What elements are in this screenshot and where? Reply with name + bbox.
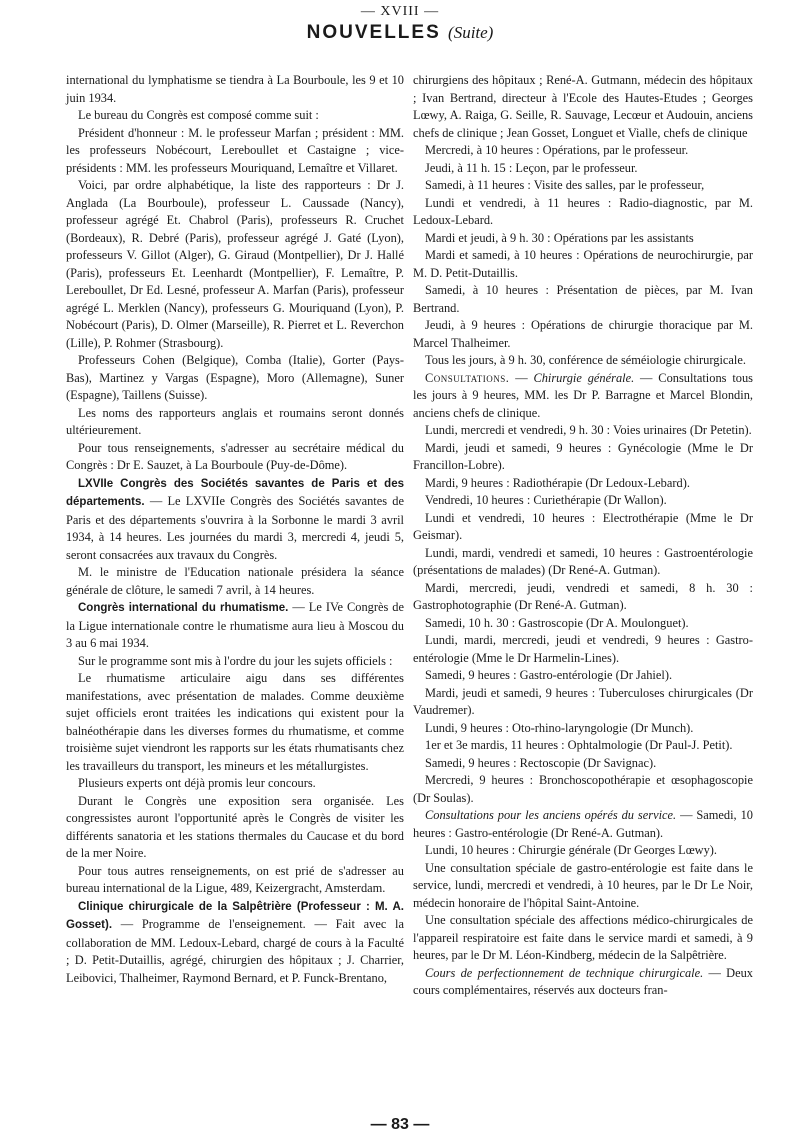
paragraph-text: Samedi, 9 heures : Gastro-entérologie (Dr Jahiel). xyxy=(425,668,673,682)
paragraph-text: — Le IVe Congrès de la Ligue internationale contre le rhumatisme aura lieu à Moscou du 3 au 6 mai 1934. xyxy=(66,600,405,650)
paragraph-text: Samedi, 9 heures : Rectoscopie (Dr Savignac). xyxy=(425,755,657,770)
paragraph-text: Vendredi, 10 heures : Curiethérapie (Dr Wallon). xyxy=(425,493,667,507)
paragraph-heading: Clinique chirurgicale de la Salpêtrière (Professeur : M. A. Gosset). xyxy=(66,900,404,931)
paragraph xyxy=(413,965,753,1000)
paragraph xyxy=(66,775,404,793)
paragraph-text: Professeurs Cohen (Belgique), Comba (Italie), Gorter (Pays-Bas), Martinez y Vargas (Espagne), Moro (Allemagne), Suner (Espagne), Taillens (Suisse). xyxy=(66,353,404,402)
paragraph xyxy=(413,545,753,580)
paragraph-text: Lundi, mardi, vendredi et samedi, 10 heures : Gastroentérologie (présentations de malades) (Dr René-A. Gutman). xyxy=(413,545,753,577)
paragraph-text: Lundi, 10 heures : Chirurgie générale (Dr Georges Lœwy). xyxy=(425,843,718,857)
paragraph-italic-heading: Cours de perfectionnement de technique chirurgicale. xyxy=(425,965,704,980)
paragraph-text: Lundi et vendredi, 10 heures : Electrothérapie (Mme le Dr Geismar). xyxy=(413,510,753,542)
page-header xyxy=(0,4,800,44)
paragraph-text: Jeudi, à 9 heures : Opérations de chirurgie thoracique par M. Marcel Thalheimer. xyxy=(413,318,753,350)
paragraph-text: Lundi et vendredi, à 11 heures : Radio-diagnostic, par M. Ledoux-Lebard. xyxy=(413,195,753,227)
section-title-main: NOUVELLES xyxy=(306,22,441,43)
paragraph xyxy=(413,685,753,720)
paragraph-text: Mardi, jeudi et samedi, 9 heures : Gynécologie (Mme le Dr Francillon-Lobre). xyxy=(413,440,753,472)
paragraph-text: Président d'honneur : M. le professeur Marfan ; président : MM. les professeurs Nobécourt, Lereboullet et Castaigne ; vice-présidents : MM. les professeurs Mouriquand, Lemaître et Villaret. xyxy=(66,125,404,175)
paragraph xyxy=(66,898,404,988)
paragraph xyxy=(413,492,753,510)
paragraph-text: 1er et 3e mardis, 11 heures : Ophtalmologie (Dr Paul-J. Petit). xyxy=(425,738,733,752)
paragraph-text: Samedi, 10 h. 30 : Gastroscopie (Dr A. Moulonguet). xyxy=(425,615,689,630)
paragraph-text: Samedi, à 11 heures : Visite des salles, par le professeur, xyxy=(425,178,705,192)
section-title xyxy=(0,22,800,44)
paragraph xyxy=(413,475,753,493)
paragraph-text: Lundi, mardi, mercredi, jeudi et vendredi, 9 heures : Gastro-entérologie (Mme le Dr Harmelin-Lines). xyxy=(413,633,753,665)
right-column xyxy=(413,72,753,1000)
paragraph xyxy=(413,160,753,178)
paragraph xyxy=(413,440,753,475)
paragraph-text: Mardi et jeudi, à 9 h. 30 : Opérations par les assistants xyxy=(425,230,694,245)
paragraph-text: Pour tous autres renseignements, on est prié de s'adresser au bureau international de la Ligue, 489, Keizergracht, Amsterdam. xyxy=(66,863,404,895)
section-title-suite: (Suite) xyxy=(448,23,494,42)
paragraph: Consultations. — Chirurgie générale. — Consultations tous les jours à 9 heures, MM. les Dr P. Barragne et Marcel Blondin, anciens chefs de clinique. xyxy=(413,370,753,420)
paragraph-heading: Congrès international du rhumatisme. xyxy=(78,602,289,614)
paragraph-text: chirurgiens des hôpitaux ; René-A. Gutmann, médecin des hôpitaux ; Ivan Bertrand, directeur à l'Ecole des Hautes-Etudes ; Georges Lœwy, A. Raiga, G. Seille, R. Sauvage, Lecœur et Audouin, anciens chefs de clinique ; Jean Gosset, Longuet et Vialle, chefs de clinique xyxy=(413,73,753,140)
paragraph xyxy=(413,72,753,142)
paragraph xyxy=(413,230,753,248)
paragraph xyxy=(66,72,404,107)
paragraph-text: — Programme de l'enseignement. — Fait avec la collaboration de MM. Ledoux-Lebard, chargé de cours à la Faculté ; D. Petit-Dutaillis, agrégé, chirurgien des hôpitaux ; J. Charrier, Leibovici, Thalheimer, Raymond Bernard, et P. Funck-Brentano, xyxy=(66,917,404,985)
page-number: — 83 — xyxy=(370,1116,430,1133)
paragraph-text: Mardi, jeudi et samedi, 9 heures : Tuberculoses chirurgicales (Dr Vaudremer). xyxy=(413,685,753,717)
paragraph-text: international du lymphatisme se tiendra à La Bourboule, les 9 et 10 juin 1934. xyxy=(66,73,404,105)
paragraph xyxy=(66,793,404,863)
paragraph xyxy=(413,842,753,860)
paragraph-text: Lundi, mercredi et vendredi, 9 h. 30 : Voies urinaires (Dr Petetin). xyxy=(425,423,752,437)
paragraph-text: Lundi, 9 heures : Oto-rhino-laryngologie (Dr Munch). xyxy=(425,720,694,735)
paragraph-text: Durant le Congrès une exposition sera organisée. Les congressistes auront l'opportunité après le Congrès de visiter les différents sanatoria et les stations thermales du Caucase et du bord de la mer Noire. xyxy=(66,793,404,860)
paragraph xyxy=(413,807,753,842)
paragraph-text: Jeudi, à 11 h. 15 : Leçon, par le professeur. xyxy=(425,160,638,175)
paragraph xyxy=(413,737,753,755)
paragraph xyxy=(413,195,753,230)
paragraph-text: — Samedi, 10 heures : Gastro-entérologie (Dr René-A. Gutman). xyxy=(413,808,753,840)
paragraph-text: Mardi, 9 heures : Radiothérapie (Dr Ledoux-Lebard). xyxy=(425,475,690,490)
paragraph xyxy=(66,125,404,178)
paragraph-text: Voici, par ordre alphabétique, la liste des rapporteurs : Dr J. Anglada (La Bourboule), professeur L. Caussade (Nancy), professeur agrégé Et. Chabrol (Paris), professeurs R. Cruchet (Bordeaux), R. Debré (Paris), professeur agrégé J. Gaté (Lyon), professeurs V. Gillot (Alger), G. Giraud (Montpellier), Dr J. Hallé (Paris), professeurs Et. Leenhardt (Montpellier), F. Lemaître, P. Lereboullet, Dr Ed. Lesné, professeur A. Marfan (Paris), professeur agrégé L. Merklen (Nancy), professeurs G. Mouriquand (Lyon), P. Nobécourt (Paris), D. Olmer (Marseille), R. Pierret et L. Reverchon (Lille), P. Rohmer (Strasbourg). xyxy=(66,178,404,350)
paragraph xyxy=(413,282,753,317)
paragraph xyxy=(413,510,753,545)
paragraph-text: Le bureau du Congrès est composé comme suit : xyxy=(78,108,319,122)
paragraph xyxy=(413,632,753,667)
paragraph xyxy=(66,863,404,898)
paragraph-heading: LXVIIe Congrès des Sociétés savantes de Paris et des départements. xyxy=(66,477,404,508)
paragraph-text: — Deux cours complémentaires, réservés aux docteurs fran- xyxy=(413,965,753,997)
paragraph xyxy=(66,475,404,565)
paragraph-text: M. le ministre de l'Education nationale présidera la séance générale de clôture, le samedi 7 avril, à 14 heures. xyxy=(66,565,404,597)
paragraph xyxy=(413,247,753,282)
paragraph-text: Pour tous renseignements, s'adresser au secrétaire médical du Congrès : Dr E. Sauzet, à La Bourboule (Puy-de-Dôme). xyxy=(66,440,404,472)
paragraph-text: Mardi et samedi, à 10 heures : Opérations de neurochirurgie, par M. D. Petit-Dutaillis. xyxy=(413,248,753,280)
paragraph xyxy=(413,755,753,773)
left-column xyxy=(66,72,404,987)
paragraph xyxy=(413,352,753,370)
paragraph xyxy=(66,599,404,653)
paragraph xyxy=(66,177,404,352)
paragraph xyxy=(413,615,753,633)
paragraph-text: Sur le programme sont mis à l'ordre du jour les sujets officiels : xyxy=(78,653,393,668)
paragraph-italic-heading: Consultations pour les anciens opérés du service. xyxy=(425,808,677,822)
paragraph-text: Mercredi, 9 heures : Bronchoscopothérapie et œsophagoscopie (Dr Soulas). xyxy=(413,773,753,805)
paragraph-text: Une consultation spéciale des affections médico-chirurgicales de l'appareil respiratoire est faite dans le service mardi et samedi, à 9 heures, par le Dr M. Léon-Kindberg, médecin de la Salpêtrière. xyxy=(413,913,753,962)
paragraph-text: Le rhumatisme articulaire aigu dans ses différentes manifestations, avec présentation de malades. Comme deuxième sujet officiels eront traitées les indications qui existent pour la balnéothérapie dans les diverses formes du rhumatisme, et comme troisième sujet viendront les rapports sur les états rhumatisants chez les travailleurs du transport, les mineurs et les métallurgistes. xyxy=(66,671,404,773)
paragraph xyxy=(413,580,753,615)
paragraph xyxy=(66,405,404,440)
paragraph xyxy=(413,177,753,195)
paragraph xyxy=(413,860,753,913)
paragraph xyxy=(66,670,404,775)
paragraph xyxy=(66,107,404,125)
paragraph-heading: Consultations. xyxy=(425,370,510,385)
paragraph-text: Samedi, à 10 heures : Présentation de pièces, par M. Ivan Bertrand. xyxy=(413,283,753,315)
paragraph xyxy=(413,142,753,160)
paragraph-text: — Consultations tous les jours à 9 heures, MM. les Dr P. Barragne et Marcel Blondin, anciens chefs de clinique. xyxy=(413,370,753,420)
paragraph xyxy=(413,667,753,685)
paragraph xyxy=(66,653,404,671)
paragraph xyxy=(413,772,753,807)
paragraph-text: Plusieurs experts ont déjà promis leur concours. xyxy=(78,776,316,790)
paragraph xyxy=(413,317,753,352)
paragraph-text: Tous les jours, à 9 h. 30, conférence de séméiologie chirurgicale. xyxy=(425,353,746,367)
paragraph xyxy=(66,352,404,405)
paragraph xyxy=(413,720,753,738)
paragraph-text: — Le LXVIIe Congrès des Sociétés savantes de Paris et des départements s'ouvrira à la Sorbonne le mardi 3 avril 1934, à 14 heures. Les journées du mardi 3, mercredi 4, jeudi 5, seront consacrées aux travaux du Congrès. xyxy=(66,494,404,562)
paragraph xyxy=(66,440,404,475)
paragraph xyxy=(66,564,404,599)
paragraph xyxy=(413,912,753,965)
paragraph-text: Mercredi, à 10 heures : Opérations, par le professeur. xyxy=(425,143,689,157)
paragraph-text: Une consultation spéciale de gastro-entérologie est faite dans le service, lundi, mercredi et vendredi, à 10 heures, par le Dr Le Noir, médecin honoraire de l'hôpital Saint-Antoine. xyxy=(413,860,753,910)
roman-page-number: — XVIII — xyxy=(360,4,440,19)
paragraph xyxy=(413,422,753,440)
paragraph-text: Mardi, mercredi, jeudi, vendredi et samedi, 8 h. 30 : Gastrophotographie (Dr René-A. Gutman). xyxy=(413,580,753,612)
paragraph-text: Les noms des rapporteurs anglais et roumains seront donnés ultérieurement. xyxy=(66,405,404,437)
paragraph-italic-heading: Chirurgie générale. xyxy=(533,370,635,385)
